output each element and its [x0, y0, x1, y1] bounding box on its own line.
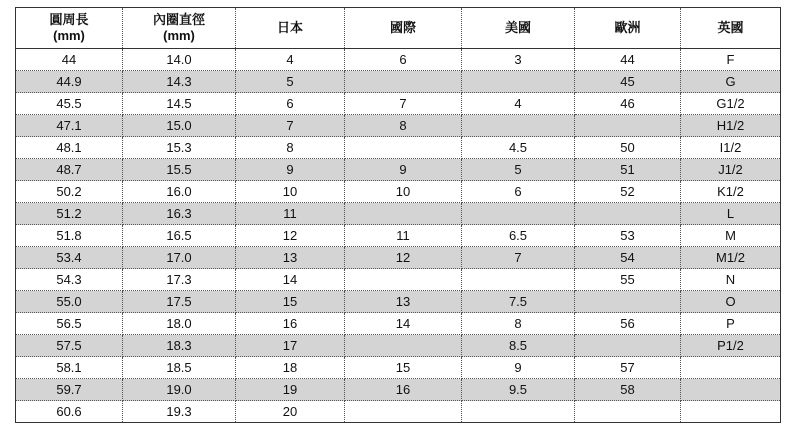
table-row	[16, 49, 781, 71]
header-inner-diameter	[123, 8, 236, 49]
table-row	[16, 71, 781, 93]
header-label: 日本	[276, 20, 303, 35]
table-cell: 55	[575, 269, 681, 291]
table-cell	[345, 71, 462, 93]
table-cell	[681, 401, 781, 423]
ring-size-table-container	[15, 7, 780, 423]
table-cell: 15	[236, 291, 345, 313]
table-row	[16, 247, 781, 269]
table-cell: 48.7	[16, 159, 123, 181]
header-label: 國際	[389, 20, 416, 35]
table-row	[16, 401, 781, 423]
table-cell	[345, 203, 462, 225]
table-cell	[575, 335, 681, 357]
table-cell: 16	[345, 379, 462, 401]
table-cell: 52	[575, 181, 681, 203]
table-cell: 19.0	[123, 379, 236, 401]
table-cell: 58	[575, 379, 681, 401]
table-cell: 5	[236, 71, 345, 93]
header-row	[16, 8, 781, 49]
table-row	[16, 137, 781, 159]
header-label: 美國	[504, 20, 531, 35]
header-usa	[462, 8, 575, 49]
table-cell: 56	[575, 313, 681, 335]
table-cell: 8	[462, 313, 575, 335]
table-cell: 13	[236, 247, 345, 269]
header-europe	[575, 8, 681, 49]
table-row	[16, 203, 781, 225]
table-cell: F	[681, 49, 781, 71]
table-cell: 16.5	[123, 225, 236, 247]
table-cell: 9	[345, 159, 462, 181]
table-cell: M1/2	[681, 247, 781, 269]
table-cell: 16	[236, 313, 345, 335]
table-row	[16, 181, 781, 203]
table-cell: 7	[462, 247, 575, 269]
table-cell: 15	[345, 357, 462, 379]
table-cell: N	[681, 269, 781, 291]
table-cell: 6	[236, 93, 345, 115]
table-cell: 51.8	[16, 225, 123, 247]
table-cell: 9.5	[462, 379, 575, 401]
table-cell: 10	[345, 181, 462, 203]
table-cell	[681, 379, 781, 401]
table-row	[16, 225, 781, 247]
table-cell: 13	[345, 291, 462, 313]
table-cell: I1/2	[681, 137, 781, 159]
table-cell: 4.5	[462, 137, 575, 159]
table-cell: 18.3	[123, 335, 236, 357]
table-cell: 53	[575, 225, 681, 247]
table-cell: 57	[575, 357, 681, 379]
table-cell	[575, 401, 681, 423]
table-cell: 18.5	[123, 357, 236, 379]
table-cell: 14.3	[123, 71, 236, 93]
table-cell: 19	[236, 379, 345, 401]
table-cell: 48.1	[16, 137, 123, 159]
table-cell	[345, 269, 462, 291]
table-cell: 44	[16, 49, 123, 71]
header-circumference	[16, 8, 123, 49]
table-cell: 15.0	[123, 115, 236, 137]
table-cell: 6	[345, 49, 462, 71]
table-cell: 44	[575, 49, 681, 71]
table-cell: 8	[236, 137, 345, 159]
table-cell: H1/2	[681, 115, 781, 137]
table-cell: 7	[236, 115, 345, 137]
table-row	[16, 115, 781, 137]
table-cell: 6	[462, 181, 575, 203]
table-cell	[462, 115, 575, 137]
table-cell	[462, 401, 575, 423]
table-cell	[345, 137, 462, 159]
table-cell: 17.3	[123, 269, 236, 291]
table-cell: 51.2	[16, 203, 123, 225]
table-cell: O	[681, 291, 781, 313]
table-cell: 17.5	[123, 291, 236, 313]
table-cell: 6.5	[462, 225, 575, 247]
table-cell: 14.5	[123, 93, 236, 115]
table-cell: 12	[236, 225, 345, 247]
table-cell: 54	[575, 247, 681, 269]
header-label: 歐洲	[614, 20, 641, 35]
table-cell: 7	[345, 93, 462, 115]
table-cell: 45	[575, 71, 681, 93]
table-cell: 55.0	[16, 291, 123, 313]
table-cell: 9	[236, 159, 345, 181]
table-cell: 54.3	[16, 269, 123, 291]
table-cell: 58.1	[16, 357, 123, 379]
table-cell: 50.2	[16, 181, 123, 203]
table-cell: 18	[236, 357, 345, 379]
ring-size-table	[15, 7, 781, 423]
table-body	[16, 49, 781, 423]
table-cell: 7.5	[462, 291, 575, 313]
table-cell: 10	[236, 181, 345, 203]
table-cell: 47.1	[16, 115, 123, 137]
table-cell	[575, 291, 681, 313]
header-unit: (mm)	[163, 28, 195, 43]
table-cell: 44.9	[16, 71, 123, 93]
table-cell	[462, 71, 575, 93]
table-cell: J1/2	[681, 159, 781, 181]
table-cell: G	[681, 71, 781, 93]
table-cell: 12	[345, 247, 462, 269]
table-cell: 51	[575, 159, 681, 181]
table-row	[16, 357, 781, 379]
table-row	[16, 335, 781, 357]
table-cell: 53.4	[16, 247, 123, 269]
table-cell	[345, 335, 462, 357]
header-uk	[681, 8, 781, 49]
table-cell: 4	[462, 93, 575, 115]
table-cell: 8.5	[462, 335, 575, 357]
table-cell: 5	[462, 159, 575, 181]
table-cell: 19.3	[123, 401, 236, 423]
table-cell: 15.3	[123, 137, 236, 159]
table-row	[16, 291, 781, 313]
table-cell: 3	[462, 49, 575, 71]
table-cell: 59.7	[16, 379, 123, 401]
table-cell: 9	[462, 357, 575, 379]
table-cell: 45.5	[16, 93, 123, 115]
table-cell: 15.5	[123, 159, 236, 181]
header-label: 英國	[717, 20, 744, 35]
table-cell	[462, 203, 575, 225]
table-cell: 56.5	[16, 313, 123, 335]
header-international	[345, 8, 462, 49]
table-cell: 11	[236, 203, 345, 225]
header-label: 圓周長	[49, 12, 89, 27]
table-cell: 14.0	[123, 49, 236, 71]
table-cell	[681, 357, 781, 379]
table-cell: 60.6	[16, 401, 123, 423]
table-cell	[462, 269, 575, 291]
table-row	[16, 313, 781, 335]
table-cell: 17.0	[123, 247, 236, 269]
table-cell: G1/2	[681, 93, 781, 115]
header-label: 內圈直徑	[152, 12, 205, 27]
table-cell: 11	[345, 225, 462, 247]
table-row	[16, 159, 781, 181]
table-cell	[575, 203, 681, 225]
table-row	[16, 269, 781, 291]
table-cell: P1/2	[681, 335, 781, 357]
table-cell: 14	[236, 269, 345, 291]
table-cell: 20	[236, 401, 345, 423]
table-cell: 4	[236, 49, 345, 71]
table-cell: 16.3	[123, 203, 236, 225]
table-cell: 50	[575, 137, 681, 159]
table-cell: 16.0	[123, 181, 236, 203]
table-cell: L	[681, 203, 781, 225]
table-cell: P	[681, 313, 781, 335]
header-unit: (mm)	[53, 28, 85, 43]
table-cell: 8	[345, 115, 462, 137]
table-cell: 46	[575, 93, 681, 115]
table-cell: 14	[345, 313, 462, 335]
table-cell: 17	[236, 335, 345, 357]
table-cell: M	[681, 225, 781, 247]
header-japan	[236, 8, 345, 49]
table-row	[16, 379, 781, 401]
table-row	[16, 93, 781, 115]
table-cell: 57.5	[16, 335, 123, 357]
table-cell	[575, 115, 681, 137]
table-cell: K1/2	[681, 181, 781, 203]
table-cell: 18.0	[123, 313, 236, 335]
table-cell	[345, 401, 462, 423]
